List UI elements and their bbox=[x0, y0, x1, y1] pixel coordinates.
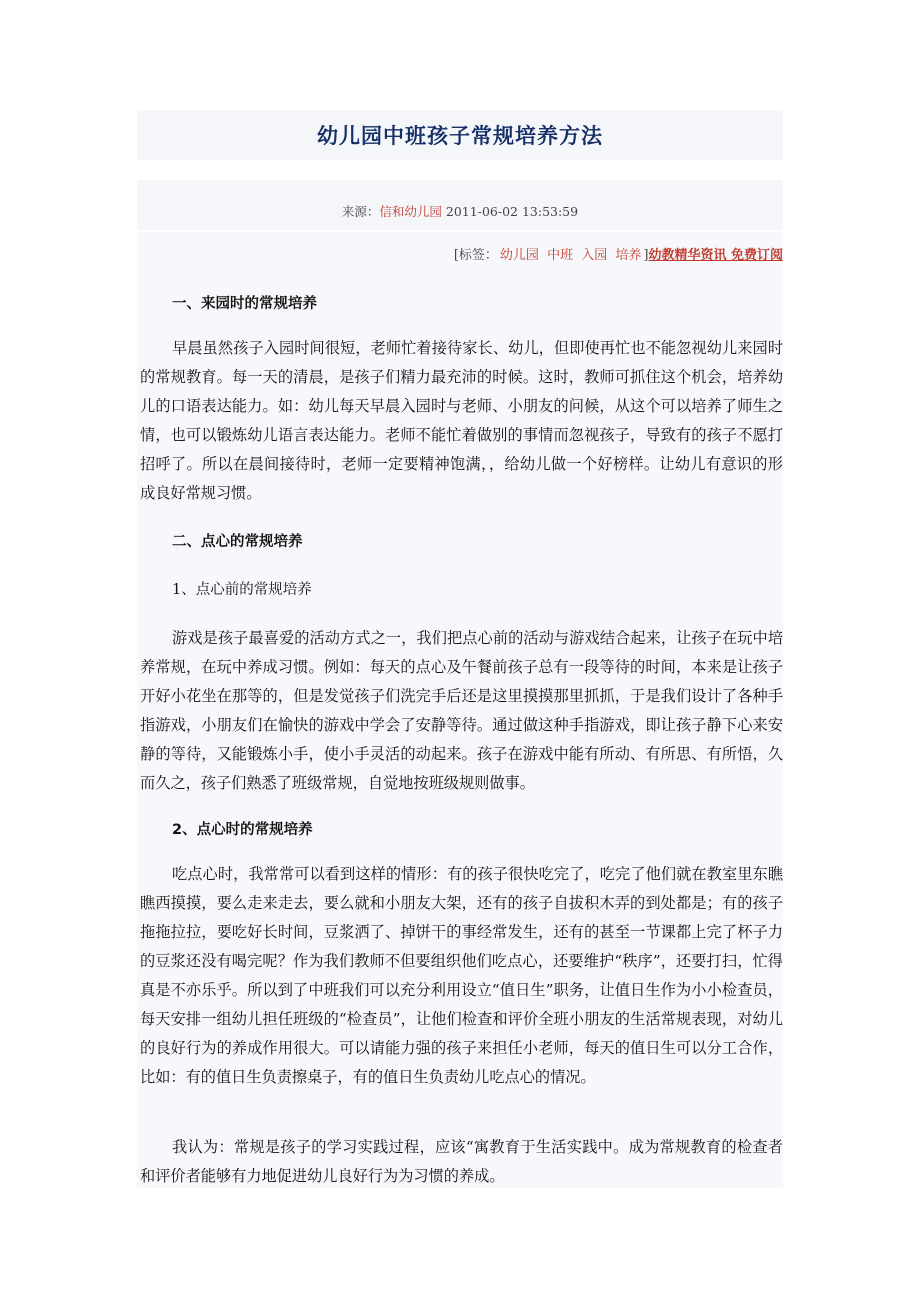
tags-label-close: ] bbox=[643, 248, 649, 263]
page-title: 幼儿园中班孩子常规培养方法 bbox=[317, 124, 603, 148]
tag-link[interactable]: 培养 bbox=[615, 248, 642, 263]
subscribe-link[interactable]: 幼教精华资讯 免费订阅 bbox=[648, 248, 783, 263]
subsection-heading-2-2: 2、点心时的常规培养 bbox=[172, 822, 313, 838]
section-heading-1: 一、来园时的常规培养 bbox=[172, 296, 317, 312]
tag-link[interactable]: 中班 bbox=[547, 248, 574, 263]
tag-link[interactable]: 入园 bbox=[581, 248, 608, 263]
tag-bar bbox=[454, 244, 783, 263]
paragraph-2: 游戏是孩子最喜爱的活动方式之一，我们把点心前的活动与游戏结合起来，让孩子在玩中培养常规，在玩中养成习惯。例如：每天的点心及午餐前孩子总有一段等待的时间，本来是让孩子开好小花坐在那等的，但是发觉孩子们洗完手后还是这里摸摸那里抓抓，于是我们设计了各种手指游戏，小朋友们在愉快的游戏中学会了安静等待。通过做这种手指游戏，即让孩子静下心来安静的等待，又能锻炼小手，使小手灵活的动起来。孩子在游戏中能有所动、有所思、有所悟，久而久之，孩子们熟悉了班级常规，自觉地按班级规则做事。 bbox=[140, 629, 783, 792]
tags-label-open: [标签： bbox=[453, 248, 498, 263]
paragraph-1: 早晨虽然孩子入园时间很短，老师忙着接待家长、幼儿，但即使再忙也不能忽视幼儿来园时的常规教育。每一天的清晨，是孩子们精力最充沛的时候。这时，教师可抓住这个机会，培养幼儿的口语表达能力。如：幼儿每天早晨入园时与老师、小朋友的问候，从这个可以培养了师生之情，也可以锻炼幼儿语言表达能力。老师不能忙着做别的事情而忽视孩子，导致有的孩子不愿打招呼了。所以在晨间接待时，老师一定要精神饱满，，给幼儿做一个好榜样。让幼儿有意识的形成良好常规习惯。 bbox=[140, 339, 783, 502]
source-name[interactable]: 信和幼儿园 bbox=[379, 204, 442, 219]
paragraph-4: 我认为：常规是孩子的学习实践过程，应该“寓教育于生活实践中。成为常规教育的检查者和评价者能够有力地促进幼儿良好行为为习惯的养成。 bbox=[140, 1138, 783, 1185]
paragraph-3: 吃点心时，我常常可以看到这样的情形：有的孩子很快吃完了，吃完了他们就在教室里东瞧瞧西摸摸，要么走来走去，要么就和小朋友大架，还有的孩子自拔积木弄的到处都是；有的孩子拖拖拉拉，要吃好长时间，豆浆洒了、掉饼干的事经常发生，还有的甚至一节课都上完了杯子力的豆浆还没有喝完呢？作为我们教师不但要组织他们吃点心，还要维护“秩序”，还要打扫，忙得真是不亦乐乎。所以到了中班我们可以充分利用设立“值日生”职务，让值日生作为小小检查员，每天安排一组幼儿担任班级的“检查员”，让他们检查和评价全班小朋友的生活常规表现，对幼儿的良好行为的养成作用很大。可以请能力强的孩子来担任小老师，每天的值日生可以分工合作，比如：有的值日生负责擦桌子，有的值日生负责幼儿吃点心的情况。 bbox=[140, 865, 783, 1086]
section-heading-2: 二、点心的常规培养 bbox=[172, 534, 303, 550]
publish-datetime: 2011-06-02 13:53:59 bbox=[445, 204, 579, 219]
article-meta bbox=[137, 202, 783, 220]
source-label: 来源： bbox=[341, 204, 380, 219]
subsection-heading-2-1: 1、点心前的常规培养 bbox=[172, 582, 312, 598]
tag-link[interactable]: 幼儿园 bbox=[499, 248, 539, 263]
